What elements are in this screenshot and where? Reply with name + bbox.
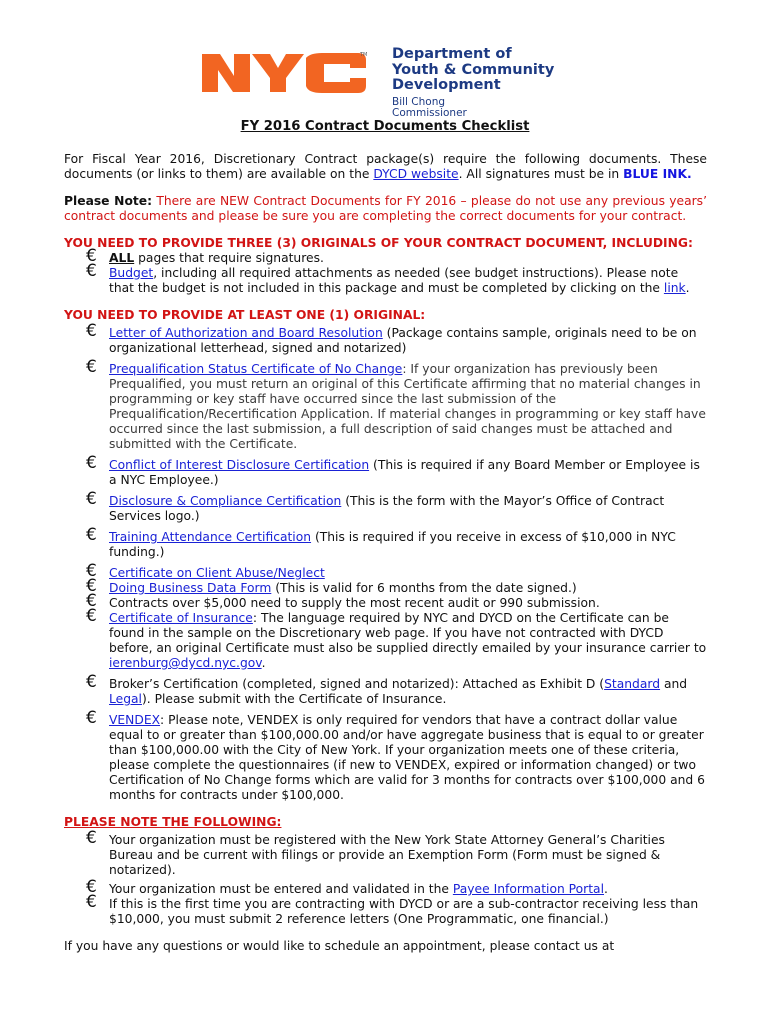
item-text-end: . (604, 882, 608, 896)
list-item (64, 321, 707, 356)
intro-text-a: For Fiscal Year 2016, Discretionary Contract package(s) require the following documents. These documents (or links to them) are available on the (64, 152, 707, 181)
client-abuse-link[interactable]: Certificate on Client Abuse/Neglect (109, 566, 325, 580)
intro-text-b: . All signatures must be in (458, 167, 624, 181)
euro-bullet-icon: € (86, 672, 97, 692)
prequalification-link[interactable]: Prequalification Status Certificate of No Change (109, 362, 403, 376)
dept-line-2: Youth & Community (392, 61, 555, 78)
header-logo (200, 45, 620, 125)
closing-paragraph: If you have any questions or would like to schedule an appointment, please contact us at (64, 939, 615, 953)
euro-bullet-icon: € (86, 246, 97, 266)
item-text: Contracts over $5,000 need to supply the most recent audit or 990 submission. (109, 596, 600, 610)
item-text-end: ). Please submit with the Certificate of Insurance. (141, 692, 447, 706)
legal-link[interactable]: Legal (109, 692, 142, 706)
list-item (64, 261, 707, 296)
list-item (64, 828, 707, 878)
intro-paragraph (64, 152, 707, 182)
please-note-text: There are NEW Contract Documents for FY 2016 – please do not use any previous years’ contract documents and please be sure you are completing the correct documents for your contract. (64, 194, 707, 223)
disclosure-compliance-link[interactable]: Disclosure & Compliance Certification (109, 494, 342, 508)
list-item (64, 453, 707, 488)
item-text: (This is the form with the Mayor’s Office of Contract Services logo.) (109, 494, 665, 523)
section-one-original-list (64, 321, 707, 803)
section-originals-list (64, 246, 707, 296)
commissioner-name: Bill Chong (392, 96, 446, 108)
euro-bullet-icon: € (86, 591, 97, 611)
euro-bullet-icon: € (86, 321, 97, 341)
item-text-end: . (685, 281, 690, 295)
budget-link[interactable]: Budget (109, 266, 154, 280)
item-text-mid: and (660, 677, 688, 691)
list-item (64, 606, 707, 671)
euro-bullet-icon: € (86, 892, 97, 912)
item-text: (This is required if you receive in excess of $10,000 in NYC funding.) (109, 530, 676, 559)
list-item (64, 877, 707, 897)
all-bold-text: ALL (109, 251, 135, 265)
please-note-label: Please Note: (64, 194, 153, 208)
letter-authorization-link[interactable]: Letter of Authorization and Board Resolution (109, 326, 383, 340)
euro-bullet-icon: € (86, 261, 97, 281)
item-text: , including all required attachments as needed (see budget instructions). Please note that the budget is not included in this package and must be completed by clicking on the (109, 266, 679, 295)
trademark-text: TM (360, 52, 368, 58)
euro-bullet-icon: € (86, 708, 97, 728)
list-item (64, 576, 707, 596)
list-item (64, 489, 707, 524)
euro-bullet-icon: € (86, 453, 97, 473)
euro-bullet-icon: € (86, 561, 97, 581)
commissioner-title: Commissioner (392, 107, 467, 119)
item-text: (Package contains sample, originals need to be on organizational letterhead, signed and notarized) (109, 326, 697, 355)
nyc-logo-icon (200, 50, 370, 96)
euro-bullet-icon: € (86, 357, 97, 377)
item-text: Broker’s Certification (completed, signed and notarized): Attached as Exhibit D ( (109, 677, 605, 691)
section-one-original-heading: YOU NEED TO PROVIDE AT LEAST ONE (1) ORIGINAL: (64, 308, 426, 322)
item-text: : If your organization has previously been Prequalified, you must return an original of this Certificate affirming that no material changes in programming or key staff have occurred since the last submission of the Prequalification/Recertification Application. If material changes in programming or key staff have occurred since the last submission, a full description of said changes must be attached and submitted with the Certificate. (109, 362, 706, 451)
euro-bullet-icon: € (86, 576, 97, 596)
section-please-note-list (64, 828, 707, 927)
blue-ink-text: BLUE INK. (623, 167, 692, 181)
list-item (64, 708, 707, 803)
item-text: Your organization must be entered and validated in the (109, 882, 453, 896)
list-item (64, 246, 707, 266)
item-text: (This is valid for 6 months from the date signed.) (271, 581, 577, 595)
doing-business-link[interactable]: Doing Business Data Form (109, 581, 272, 595)
list-item (64, 525, 707, 560)
standard-link[interactable]: Standard (604, 677, 661, 691)
item-text: : The language required by NYC and DYCD on the Certificate can be found in the sample on the Discretionary web page. If you have not contracted with DYCD before, an original Certificate must also be supplied directly emailed by your insurance carrier to (109, 611, 707, 655)
item-text: Your organization must be registered with the New York State Attorney General’s Charities Bureau and be current with filings or provide an Exemption Form (Form must be signed & notarized). (109, 833, 665, 877)
email-link[interactable]: ierenburg@dycd.nyc.gov (109, 656, 262, 670)
please-note-paragraph (64, 194, 707, 224)
list-item (64, 561, 707, 581)
euro-bullet-icon: € (86, 525, 97, 545)
section-please-note-heading: PLEASE NOTE THE FOLLOWING: (64, 815, 282, 829)
document-body (64, 152, 707, 954)
euro-bullet-icon: € (86, 877, 97, 897)
item-text: : Please note, VENDEX is only required for vendors that have a contract dollar value equal to or greater than $100,000.00 and/or have aggregate business that is equal to or greater than $100,000.00 with the City of New York. If your organization meets one of these criteria, please complete the questionnaires (if new to VENDEX, expired or information changed) or two Certification of No Change forms which are valid for 3 months for contracts over $100,000 and 6 months for contracts under $100,000. (109, 713, 705, 802)
euro-bullet-icon: € (86, 828, 97, 848)
section-originals-heading: YOU NEED TO PROVIDE THREE (3) ORIGINALS OF YOUR CONTRACT DOCUMENT, INCLUDING: (64, 236, 693, 250)
euro-bullet-icon: € (86, 489, 97, 509)
item-text-end: . (261, 656, 266, 670)
budget-page-link[interactable]: link (663, 281, 686, 295)
euro-bullet-icon: € (86, 606, 97, 626)
commissioner-block (392, 97, 467, 119)
training-attendance-link[interactable]: Training Attendance Certification (109, 530, 312, 544)
item-text: (This is required if any Board Member or Employee is a NYC Employee.) (109, 458, 700, 487)
list-item (64, 672, 707, 707)
dycd-website-link[interactable]: DYCD website (373, 167, 459, 181)
dept-line-3: Development (392, 77, 501, 93)
item-text: If this is the first time you are contracting with DYCD or are a sub-contractor receiving less than $10,000, you must submit 2 reference letters (One Programmatic, one financial.) (109, 897, 699, 926)
certificate-insurance-link[interactable]: Certificate of Insurance (109, 611, 253, 625)
item-text: pages that require signatures. (134, 251, 324, 265)
list-item (64, 892, 707, 927)
payee-portal-link[interactable]: Payee Information Portal (452, 882, 605, 896)
list-item (64, 357, 707, 452)
department-name (392, 47, 554, 94)
page-title: FY 2016 Contract Documents Checklist (240, 119, 530, 134)
vendex-link[interactable]: VENDEX (109, 713, 161, 727)
dept-line-1: Department of (392, 46, 512, 62)
conflict-interest-link[interactable]: Conflict of Interest Disclosure Certification (109, 458, 370, 472)
list-item (64, 591, 707, 611)
